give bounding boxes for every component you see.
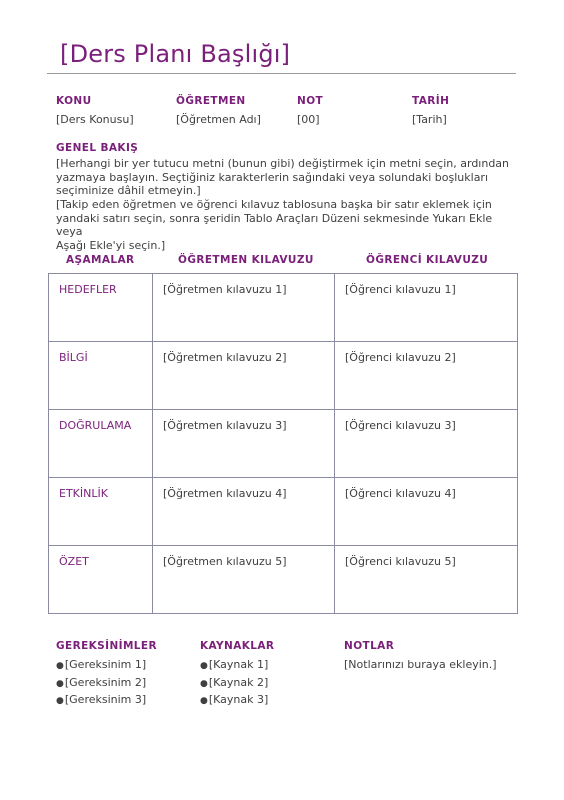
requirements-label: GEREKSİNİMLER — [56, 640, 157, 652]
stage-cell[interactable]: DOĞRULAMA — [49, 410, 153, 478]
requirements-section — [56, 640, 157, 710]
page-title[interactable]: [Ders Planı Başlığı] — [60, 40, 291, 68]
resources-section — [200, 640, 274, 710]
notes-label: NOTLAR — [344, 640, 395, 652]
student-guide-cell[interactable]: [Öğrenci kılavuzu 2] — [335, 342, 518, 410]
list-item[interactable] — [200, 657, 274, 675]
teacher-guide-cell[interactable]: [Öğretmen kılavuzu 4] — [153, 478, 335, 546]
list-item[interactable] — [56, 675, 157, 693]
table-row — [49, 274, 518, 342]
table-row — [49, 342, 518, 410]
requirements-list — [56, 657, 157, 710]
overview-line: yandaki satırı seçin, sonra şeridin Tablo Araçları Düzeni sekmesinde Yukarı Ekle veya — [56, 211, 493, 238]
student-guide-cell[interactable]: [Öğrenci kılavuzu 1] — [335, 274, 518, 342]
stage-cell[interactable]: ETKİNLİK — [49, 478, 153, 546]
student-guide-header: ÖĞRENCİ KILAVUZU — [366, 254, 489, 266]
overview-paragraph-1[interactable] — [56, 157, 516, 198]
bullet-icon: ● — [56, 696, 64, 706]
bullet-icon: ● — [200, 661, 208, 671]
requirement-text: [Gereksinim 2] — [64, 675, 147, 689]
grade-label: NOT — [297, 95, 324, 107]
requirement-text: [Gereksinim 3] — [64, 693, 147, 706]
teacher-guide-cell[interactable]: [Öğretmen kılavuzu 2] — [153, 342, 335, 410]
resources-label: KAYNAKLAR — [200, 640, 275, 652]
resource-text: [Kaynak 3] — [208, 693, 269, 706]
overview-paragraph-2[interactable] — [56, 198, 516, 252]
list-item[interactable] — [56, 692, 157, 710]
table-row — [49, 478, 518, 546]
date-value[interactable]: [Tarih] — [412, 113, 447, 126]
resource-text: [Kaynak 1] — [208, 658, 269, 671]
list-item[interactable] — [200, 675, 274, 693]
list-item[interactable] — [200, 692, 274, 710]
resource-text: [Kaynak 2] — [208, 675, 269, 689]
notes-text[interactable]: [Notlarınızı buraya ekleyin.] — [344, 658, 497, 671]
student-guide-cell[interactable]: [Öğrenci kılavuzu 3] — [335, 410, 518, 478]
overview-line: Aşağı Ekle'yi seçin.] — [56, 238, 166, 252]
overview-line: [Herhangi bir yer tutucu metni (bunun gibi) değiştirmek için metni seçin, ardından — [56, 157, 510, 170]
date-label: TARİH — [412, 95, 450, 107]
bullet-icon: ● — [56, 678, 64, 689]
notes-section — [344, 640, 497, 673]
teacher-guide-cell[interactable]: [Öğretmen kılavuzu 1] — [153, 274, 335, 342]
teacher-guide-cell[interactable]: [Öğretmen kılavuzu 5] — [153, 546, 335, 614]
teacher-value[interactable]: [Öğretmen Adı] — [176, 113, 261, 126]
student-guide-cell[interactable]: [Öğrenci kılavuzu 4] — [335, 478, 518, 546]
topic-field — [56, 95, 134, 126]
grade-field — [297, 95, 323, 126]
bullet-icon: ● — [200, 678, 208, 689]
teacher-guide-cell[interactable]: [Öğretmen kılavuzu 3] — [153, 410, 335, 478]
stage-cell[interactable]: HEDEFLER — [49, 274, 153, 342]
teacher-label: ÖĞRETMEN — [176, 95, 246, 107]
stages-header: AŞAMALAR — [66, 254, 135, 266]
bullet-icon: ● — [200, 696, 208, 706]
requirement-text: [Gereksinim 1] — [64, 658, 147, 671]
teacher-guide-header: ÖĞRETMEN KILAVUZU — [178, 254, 314, 266]
list-item[interactable] — [56, 657, 157, 675]
stage-cell[interactable]: ÖZET — [49, 546, 153, 614]
topic-label: KONU — [56, 95, 92, 107]
stage-cell[interactable]: BİLGİ — [49, 342, 153, 410]
bullet-icon: ● — [56, 661, 64, 671]
teacher-field — [176, 95, 261, 126]
overview-line: yazmaya başlayın. Seçtiğiniz karakterlerin sağındaki veya solundaki boşlukları — [56, 170, 489, 184]
table-row — [49, 546, 518, 614]
topic-value[interactable]: [Ders Konusu] — [56, 113, 134, 126]
overview-label: GENEL BAKIŞ — [56, 142, 139, 154]
grade-value[interactable]: [00] — [297, 113, 320, 126]
overview-line: [Takip eden öğretmen ve öğrenci kılavuz tablosuna başka bir satır eklemek için — [56, 198, 492, 211]
date-field — [412, 95, 449, 126]
table-row — [49, 410, 518, 478]
student-guide-cell[interactable]: [Öğrenci kılavuzu 5] — [335, 546, 518, 614]
overview-line: seçiminize dâhil etmeyin.] — [56, 184, 201, 197]
guide-table — [48, 273, 518, 614]
resources-list — [200, 657, 274, 710]
title-divider — [47, 73, 516, 74]
